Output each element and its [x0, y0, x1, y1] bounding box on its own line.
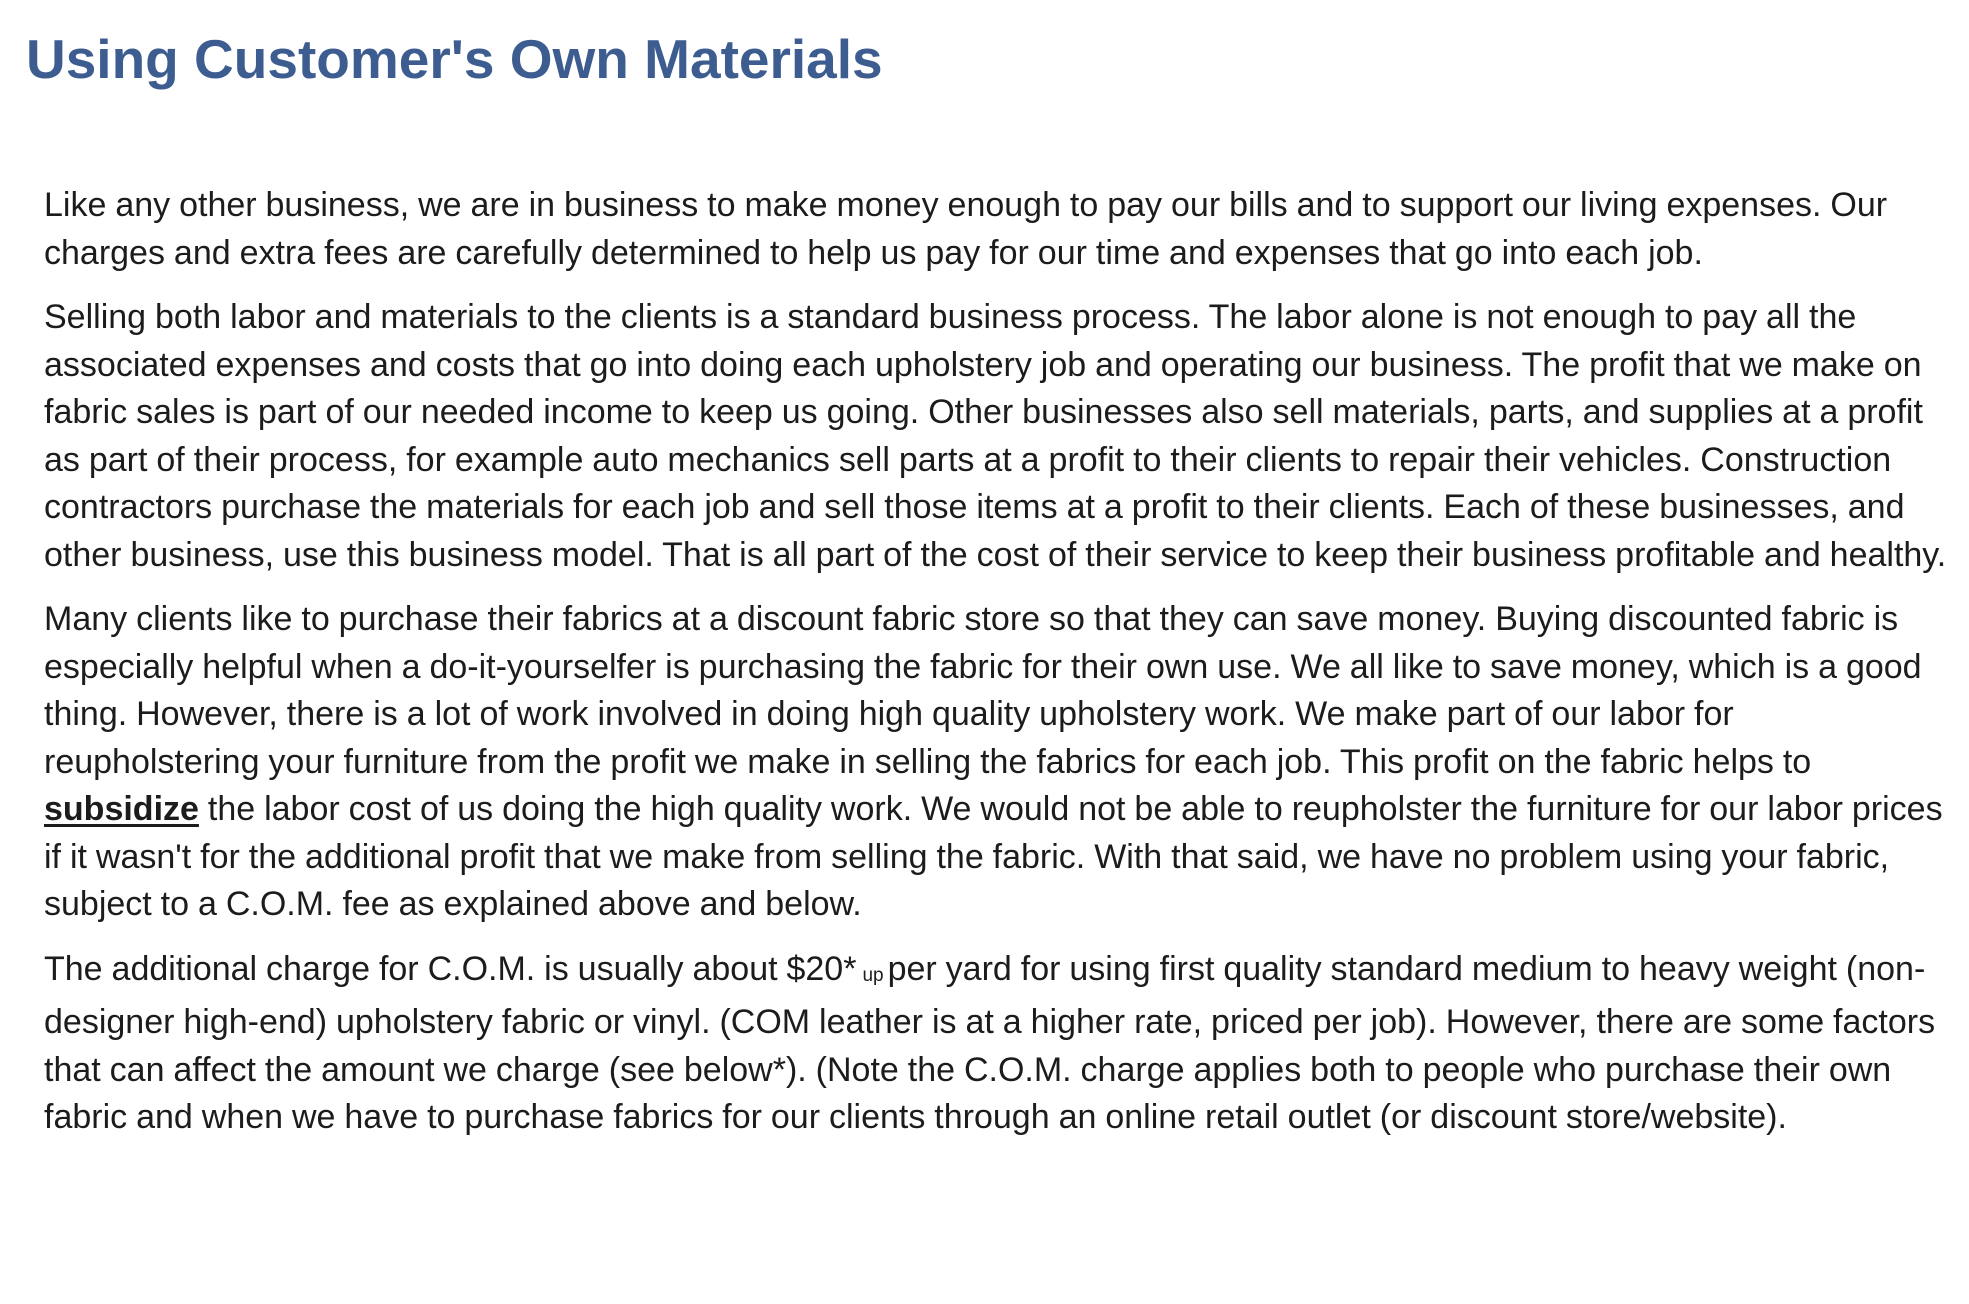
paragraph-com-charge-text-start: The additional charge for C.O.M. is usually about $20*: [44, 949, 857, 988]
paragraph-discount-fabric-text-start: Many clients like to purchase their fabrics at a discount fabric store so that they can save money. Buying discounted fabric is especially helpful when a do-it-yourselfer is purchasing the fabric for their own use. We all like to save money, which is a good thing. However, there is a lot of work involved in doing high quality upholstery work. We make part of our labor for reupholstering your furniture from the profit we make in selling the fabrics for each job. This profit on the fabric helps to: [44, 600, 1922, 781]
paragraph-discount-fabric: [44, 596, 1954, 929]
paragraph-business-model: Selling both labor and materials to the clients is a standard business process. The labor alone is not enough to pay all the associated expenses and costs that go into doing each upholstery job and operating our business. The profit that we make on fabric sales is part of our needed income to keep us going. Other businesses also sell materials, parts, and supplies at a profit as part of their process, for example auto mechanics sell parts at a profit to their clients to repair their vehicles. Construction contractors purchase the materials for each job and sell those items at a profit to their clients. Each of these businesses, and other business, use this business model. That is all part of the cost of their service to keep their business profitable and healthy.: [44, 298, 1947, 574]
paragraph-com-charge-text-end: per yard for using first quality standard medium to heavy weight (non-designer high-end) upholstery fabric or vinyl. (COM leather is at a higher rate, priced per job). However, there are some factors that can affect the amount we charge (see below*). (Note the C.O.M. charge applies both to people who purchase their own fabric and when we have to purchase fabrics for our clients through an online retail outlet (or discount store/website).: [44, 949, 1936, 1136]
price-up-note: up: [862, 964, 884, 986]
paragraph-com-charge: [44, 946, 1954, 1142]
page-title: Using Customer's Own Materials: [26, 28, 883, 90]
subsidize-emphasis: subsidize: [44, 790, 199, 828]
paragraph-intro: Like any other business, we are in business to make money enough to pay our bills and to support our living expenses. Our charges and extra fees are carefully determined to help us pay for our time and expenses that go into each job.: [44, 186, 1888, 272]
article-body: [44, 182, 1954, 1159]
paragraph-discount-fabric-text-end: the labor cost of us doing the high quality work. We would not be able to reupholster the furniture for our labor prices if it wasn't for the additional profit that we make from selling the fabric. With that said, we have no problem using your fabric, subject to a C.O.M. fee as explained above and below.: [44, 790, 1943, 923]
